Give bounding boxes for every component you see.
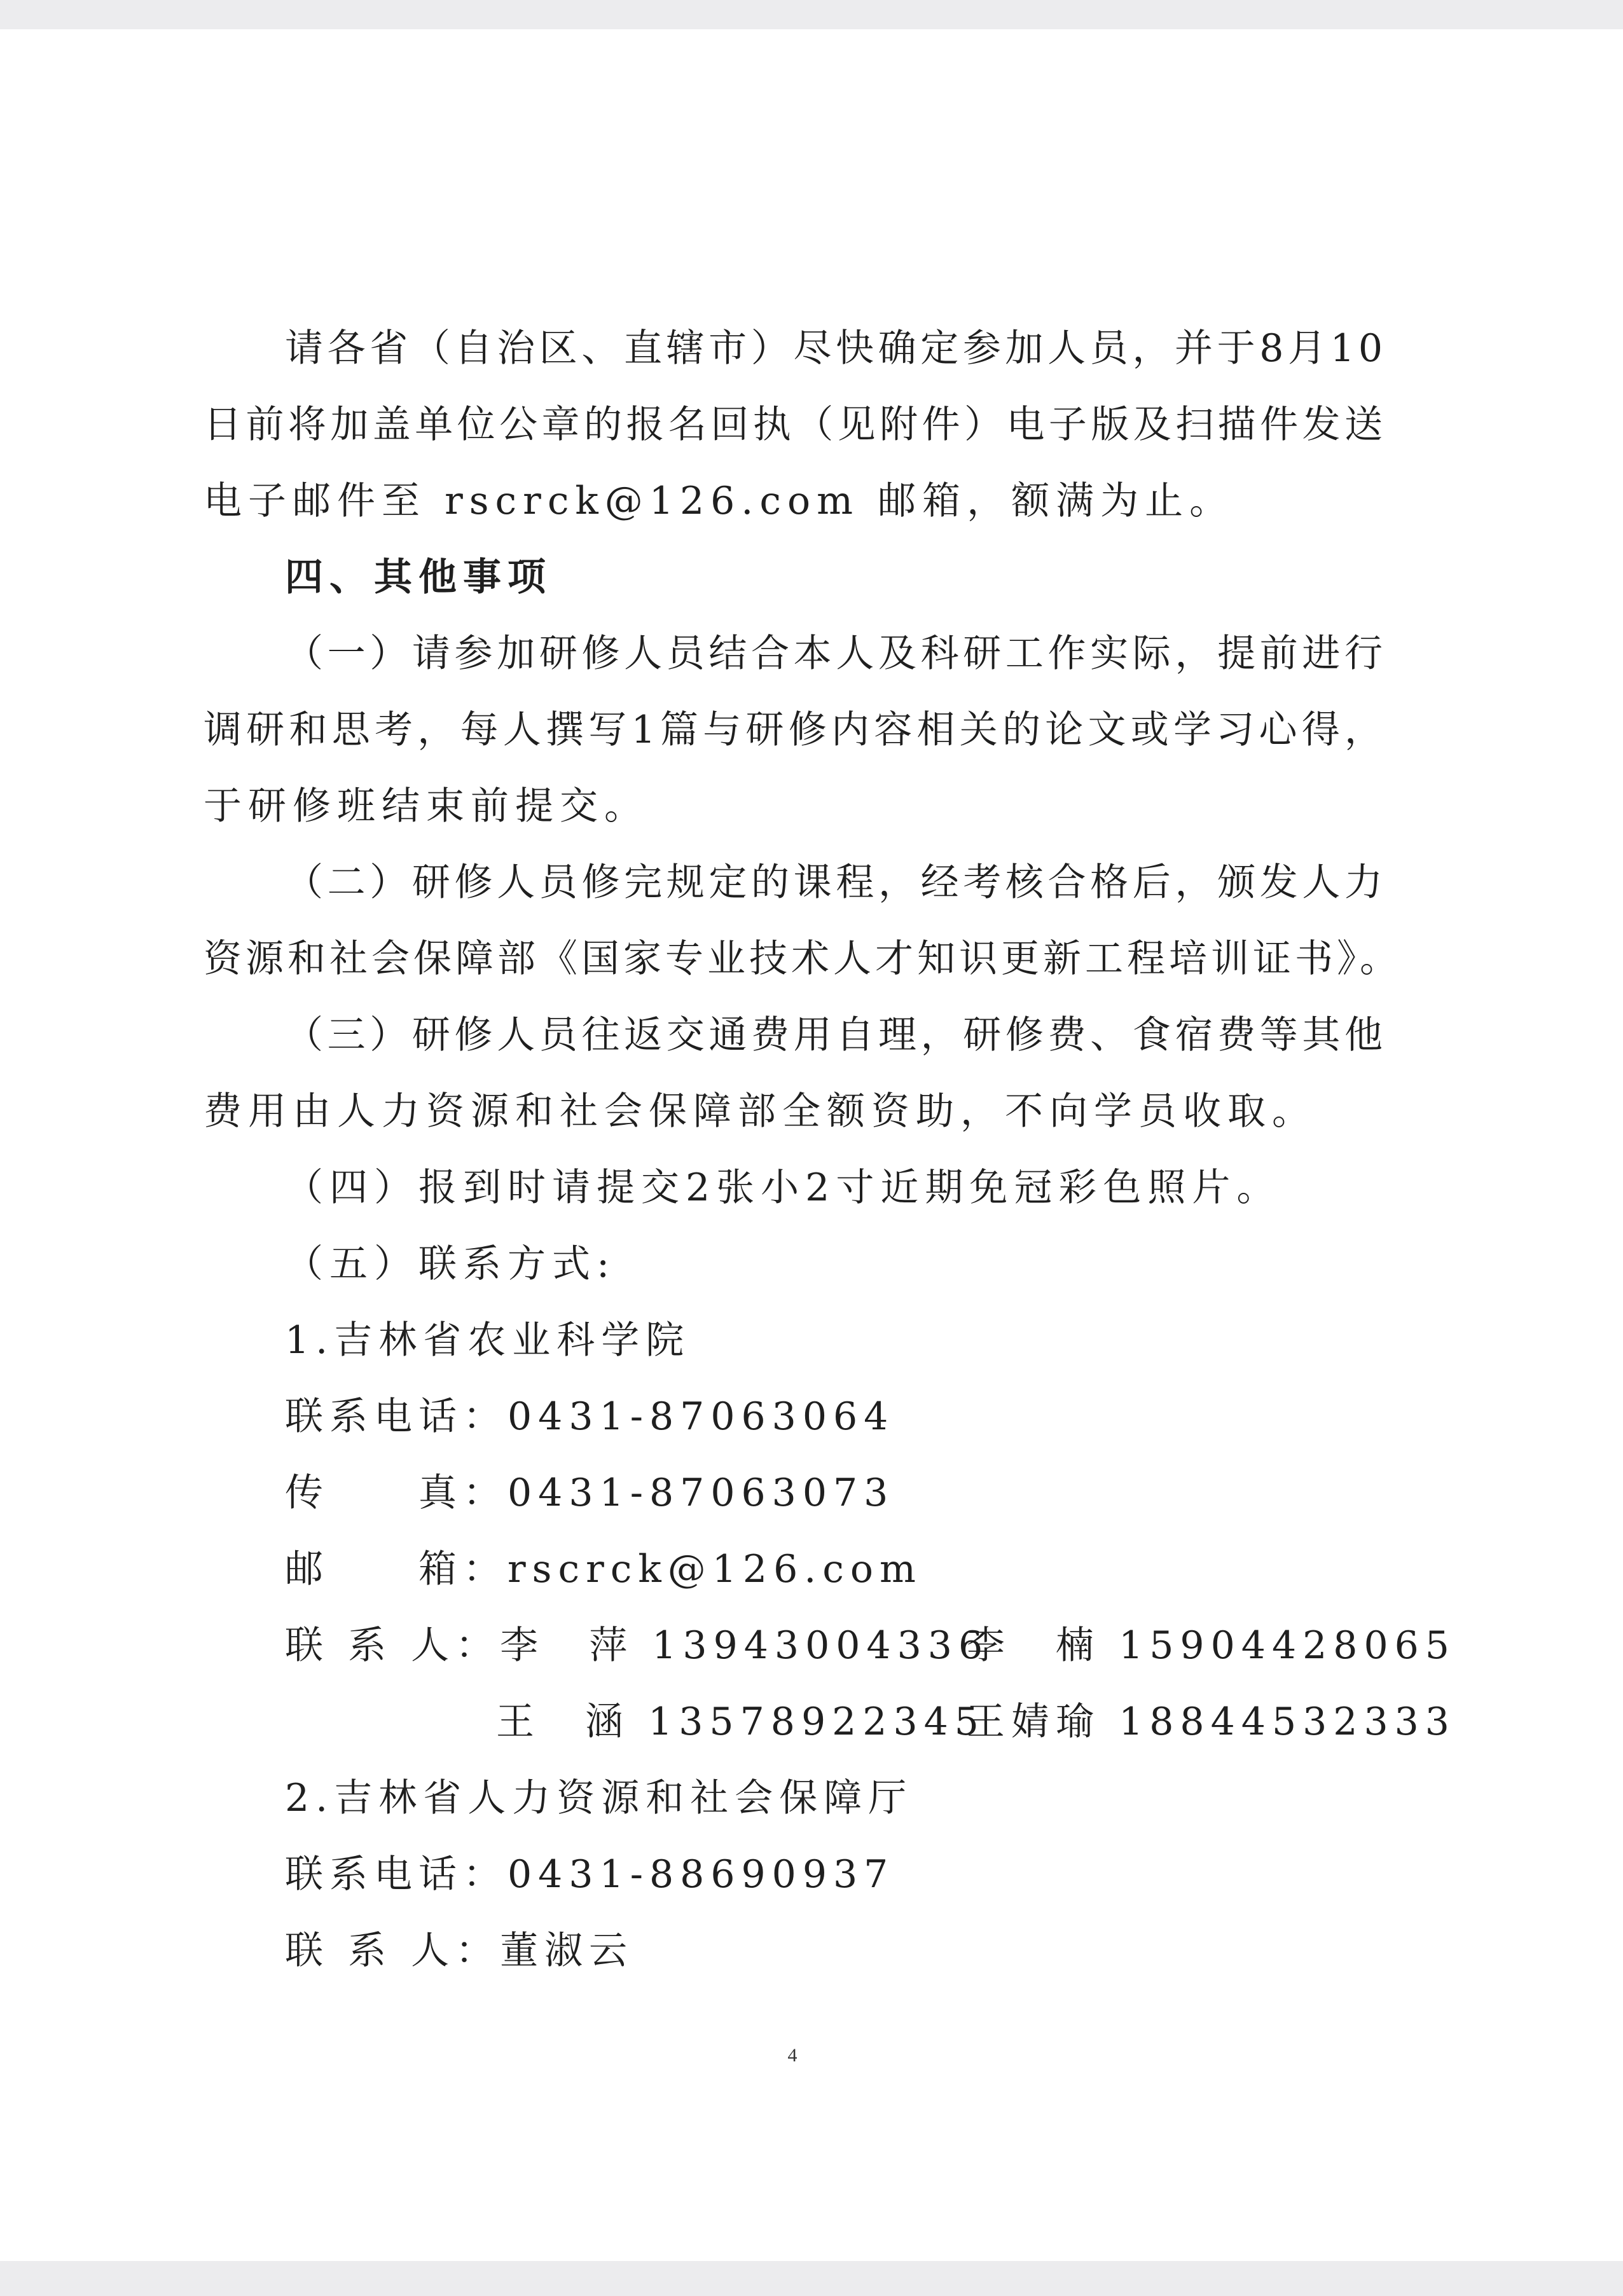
contact2-person: 联 系 人：董淑云 [285, 1928, 634, 1973]
contact1-people-row2-a: 王 涵 13578922345 [496, 1700, 985, 1744]
contact1-fax: 传 真：0431-87063073 [285, 1471, 895, 1515]
document-page [0, 29, 1623, 2261]
intro-line-3: 电子邮件至 rscrck@126.com 邮箱，额满为止。 [204, 479, 1234, 523]
item2-line-1: （二）研修人员修完规定的课程，经考核合格后，颁发人力 [285, 860, 1386, 905]
item5: （五）联系方式: [285, 1242, 616, 1286]
intro-line-1: 请各省（自治区、直辖市）尽快确定参加人员，并于8月10 [285, 326, 1386, 371]
contact1-people-row2-b: 王婧瑜 18844532333 [967, 1700, 1456, 1744]
item1-line-3: 于研修班结束前提交。 [204, 784, 649, 828]
contact2-phone: 联系电话：0431-88690937 [285, 1852, 895, 1897]
contact1-phone: 联系电话：0431-87063064 [285, 1394, 895, 1439]
item2-line-2: 资源和社会保障部《国家专业技术人才知识更新工程培训证书》。 [204, 937, 1402, 981]
intro-line-2: 日前将加盖单位公章的报名回执（见附件）电子版及扫描件发送 [204, 402, 1386, 447]
item3-line-2: 费用由人力资源和社会保障部全额资助，不向学员收取。 [204, 1089, 1316, 1134]
contact1-email: 邮 箱：rscrck@126.com [285, 1547, 922, 1591]
item3-line-1: （三）研修人员往返交通费用自理，研修费、食宿费等其他 [285, 1013, 1386, 1057]
contact1-org: 1.吉林省农业科学院 [285, 1318, 691, 1363]
item1-line-2: 调研和思考，每人撰写1篇与研修内容相关的论文或学习心得， [204, 708, 1386, 752]
contact1-people-row1-a: 联 系 人：李 萍 13943004336 [285, 1623, 990, 1668]
contact1-people-row1-b: 李 楠 15904428065 [967, 1623, 1456, 1668]
section-heading: 四、其他事项 [285, 555, 552, 600]
item1-line-1: （一）请参加研修人员结合本人及科研工作实际，提前进行 [285, 631, 1386, 676]
contact2-org: 2.吉林省人力资源和社会保障厅 [285, 1776, 913, 1820]
page-number: 4 [787, 2045, 798, 2066]
item4: （四）报到时请提交2张小2寸近期免冠彩色照片。 [285, 1165, 1281, 1210]
